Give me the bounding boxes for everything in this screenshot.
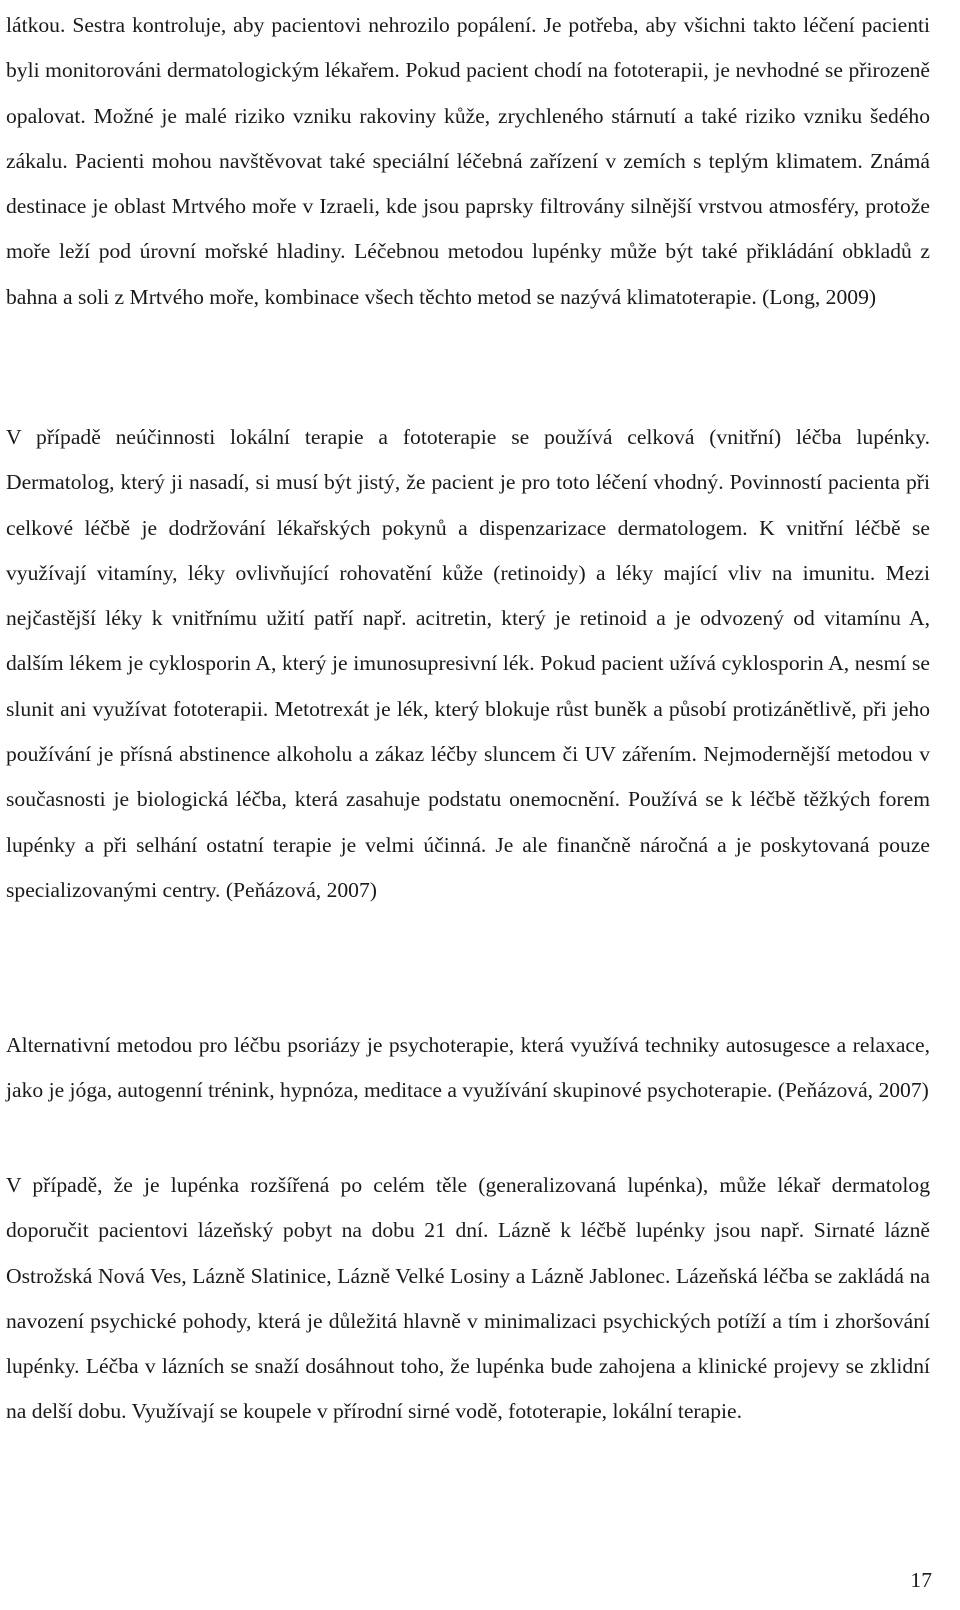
paragraph-climatotherapy: látkou. Sestra kontroluje, aby pacientovi nehrozilo popálení. Je potřeba, aby všichni takto léčení pacienti byli monitorováni dermatologickým lékařem. Pokud pacient chodí na fototerapii, je nevhodné se přirozeně opalovat. Možné je malé riziko vzniku rakoviny kůže, zrychleného stárnutí a také riziko vzniku šedého zákalu. Pacienti mohou navštěvovat také speciální léčebná zařízení v zemích s teplým klimatem. Známá destinace je oblast Mrtvého moře v Izraeli, kde jsou paprsky filtrovány silnější vrstvou atmosféry, protože moře leží pod úrovní mořské hladiny. Léčebnou metodou lupénky může být také přikládání obkladů z bahna a soli z Mrtvého moře, kombinace všech těchto metod se nazývá klimatoterapie. (Long, 2009): [6, 13, 930, 309]
paragraph-systemic-treatment: V případě neúčinnosti lokální terapie a fototerapie se používá celková (vnitřní) léčba lupénky. Dermatolog, který ji nasadí, si musí být jistý, že pacient je pro toto léčení vhodný. Povinností pacienta při celkové léčbě je dodržování lékařských pokynů a dispenzarizace dermatologem. K vnitřní léčbě se využívají vitamíny, léky ovlivňující rohovatění kůže (retinoidy) a léky mající vliv na imunitu. Mezi nejčastější léky k vnitřnímu užití patří např. acitretin, který je retinoid a je odvozený od vitamínu A, dalším lékem je cyklosporin A, který je imunosupresivní lék. Pokud pacient užívá cyklosporin A, nesmí se slunit ani využívat fototerapii. Metotrexát je lék, který blokuje růst buněk a působí protizánětlivě, při jeho používání je přísná abstinence alkoholu a zákaz léčby sluncem či UV zářením. Nejmodernější metodou v současnosti je biologická léčba, která zasahuje podstatu onemocnění. Používá se k léčbě těžkých forem lupénky a při selhání ostatní terapie je velmi účinná. Je ale finančně náročná a je poskytovaná pouze specializovanými centry. (Peňázová, 2007): [6, 425, 930, 902]
page-number: 17: [910, 1568, 932, 1592]
paragraph-spa-treatment: V případě, že je lupénka rozšířená po celém těle (generalizovaná lupénka), může lékař dermatolog doporučit pacientovi lázeňský pobyt na dobu 21 dní. Lázně k léčbě lupénky jsou např. Sirnaté lázně Ostrožská Nová Ves, Lázně Slatinice, Lázně Velké Losiny a Lázně Jablonec. Lázeňská léčba se zakládá na navození psychické pohody, která je důležitá hlavně v minimalizaci psychických potíží a tím i zhoršování lupénky. Léčba v lázních se snaží dosáhnout toho, že lupénka bude zahojena a klinické projevy se zklidní na delší dobu. Využívají se koupele v přírodní sirné vodě, fototerapie, lokální terapie.: [6, 1173, 930, 1424]
paragraph-psychotherapy: Alternativní metodou pro léčbu psoriázy je psychoterapie, která využívá techniky autosugesce a relaxace, jako je jóga, autogenní trénink, hypnóza, meditace a využívání skupinové psychoterapie. (Peňázová, 2007): [6, 1033, 930, 1103]
